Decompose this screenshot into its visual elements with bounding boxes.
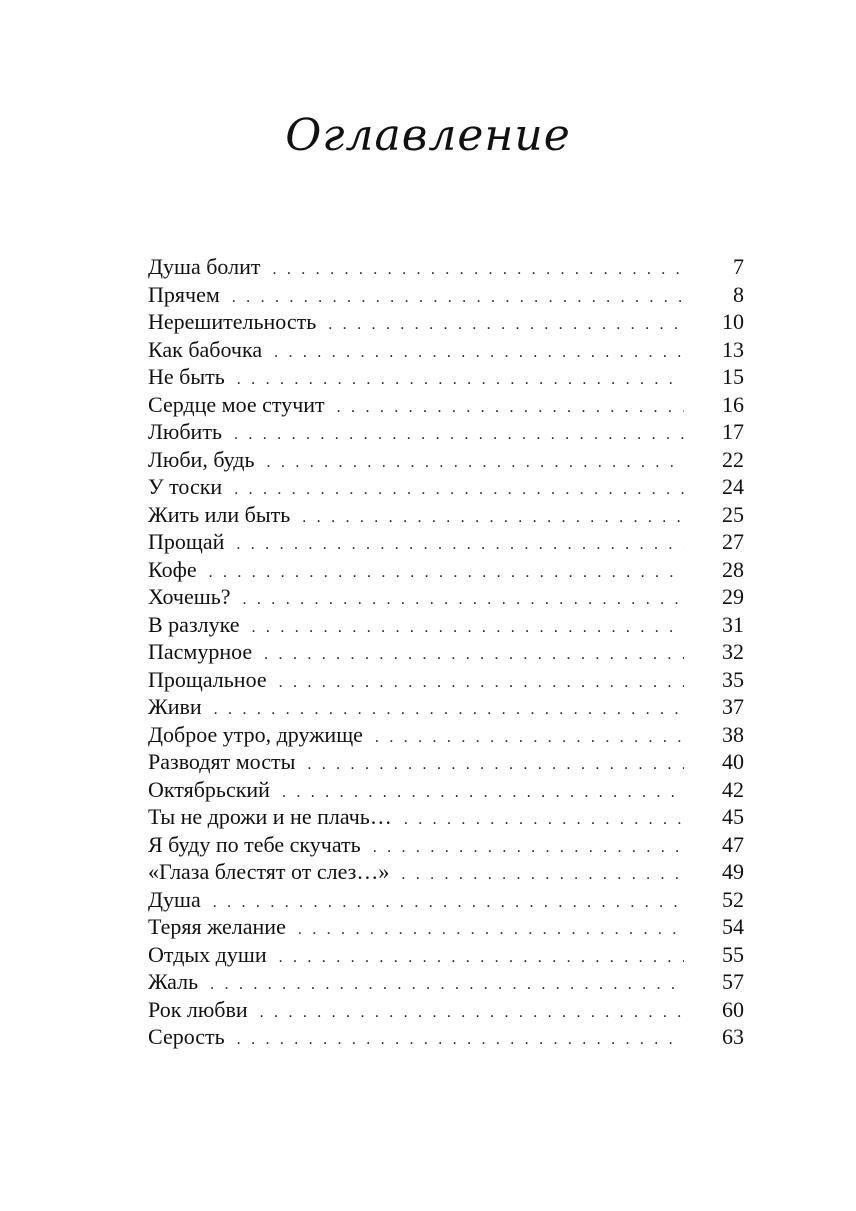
toc-entry[interactable] <box>148 281 744 309</box>
toc-entry-page-number: 38 <box>722 721 744 747</box>
toc-entry[interactable] <box>148 528 744 556</box>
dot-leader <box>214 696 684 724</box>
toc-entry[interactable] <box>148 776 744 804</box>
toc-entry-title: Отдых души <box>148 941 267 967</box>
toc-entry[interactable] <box>148 996 744 1024</box>
dot-leader <box>373 834 684 862</box>
toc-entry-title: Пасмурное <box>148 639 253 664</box>
toc-entry[interactable] <box>148 941 744 969</box>
page-title: Оглавление <box>285 110 571 161</box>
dot-leader <box>252 614 684 642</box>
toc-entry[interactable] <box>148 666 744 694</box>
toc-entry-page-number: 10 <box>722 309 744 334</box>
toc-entry-title: Прощай <box>148 529 225 554</box>
toc-entry[interactable] <box>148 1023 744 1051</box>
toc-entry-title: Кофе <box>148 556 197 582</box>
toc-entry-page-number: 24 <box>722 474 744 499</box>
dot-leader <box>401 861 684 889</box>
toc-entry-title: Я буду по тебе скучать <box>148 831 361 857</box>
toc-entry[interactable] <box>148 831 744 859</box>
toc-entry-page-number: 15 <box>722 364 744 389</box>
toc-entry-page-number: 22 <box>722 446 744 472</box>
toc-entry[interactable] <box>148 583 744 611</box>
toc-entry[interactable] <box>148 253 744 281</box>
toc-entry-page-number: 37 <box>722 694 744 719</box>
toc-entry-title: Хочешь? <box>148 584 231 609</box>
toc-entry-page-number: 17 <box>722 419 744 444</box>
toc-entry[interactable] <box>148 611 744 639</box>
toc-entry-page-number: 40 <box>722 749 744 774</box>
toc-entry-title: Не быть <box>148 364 225 389</box>
toc-entry-title: Как бабочка <box>148 336 263 362</box>
toc-entry-page-number: 54 <box>722 914 744 939</box>
dot-leader <box>267 449 684 477</box>
toc-entry[interactable] <box>148 418 744 446</box>
toc-entry-page-number: 60 <box>722 996 744 1022</box>
toc-entry[interactable] <box>148 721 744 749</box>
toc-entry[interactable] <box>148 391 744 419</box>
toc-entry[interactable] <box>148 858 744 886</box>
toc-entry-title: Серость <box>148 1024 225 1049</box>
dot-leader <box>210 971 684 999</box>
toc-entry[interactable] <box>148 556 744 584</box>
toc-entry[interactable] <box>148 803 744 831</box>
toc-entry-title: Ты не дрожи и не плачь… <box>148 804 392 829</box>
toc-entry-page-number: 13 <box>722 336 744 362</box>
dot-leader <box>260 999 684 1027</box>
toc-entry-title: Теряя желание <box>148 914 286 939</box>
toc-entry-page-number: 47 <box>722 831 744 857</box>
toc-entry-page-number: 32 <box>722 639 744 664</box>
toc-entry[interactable] <box>148 363 744 391</box>
toc-entry[interactable] <box>148 308 744 336</box>
dot-leader <box>307 751 684 779</box>
toc-entry[interactable] <box>148 886 744 914</box>
toc-entry-page-number: 27 <box>722 529 744 554</box>
dot-leader <box>234 421 684 449</box>
toc-entry-page-number: 55 <box>722 941 744 967</box>
toc-entry-title: Прячем <box>148 281 220 307</box>
dot-leader <box>237 1026 684 1054</box>
toc-entry[interactable] <box>148 638 744 666</box>
toc-entry-title: Душа <box>148 886 201 912</box>
dot-leader <box>302 504 684 532</box>
toc-entry[interactable] <box>148 968 744 996</box>
toc-entry[interactable] <box>148 913 744 941</box>
toc-entry-page-number: 29 <box>722 584 744 609</box>
toc-entry-page-number: 57 <box>722 969 744 994</box>
toc-entry-page-number: 63 <box>722 1024 744 1049</box>
dot-leader <box>337 394 684 422</box>
toc-entry-title: Сердце мое стучит <box>148 391 325 417</box>
toc-entry-title: Живи <box>148 694 202 719</box>
toc-entry-page-number: 42 <box>722 776 744 802</box>
toc-entry-page-number: 52 <box>722 886 744 912</box>
dot-leader <box>234 476 684 504</box>
dot-leader <box>282 779 684 807</box>
toc-entry-page-number: 31 <box>722 611 744 637</box>
dot-leader <box>279 944 684 972</box>
toc-entry-title: Жаль <box>148 969 199 994</box>
toc-entry-page-number: 25 <box>722 501 744 527</box>
dot-leader <box>209 559 684 587</box>
dot-leader <box>328 311 684 339</box>
toc-entry-title: «Глаза блестят от слез…» <box>148 859 390 884</box>
dot-leader <box>232 284 684 312</box>
toc-entry-page-number: 45 <box>722 804 744 829</box>
toc-entry-page-number: 49 <box>722 859 744 884</box>
dot-leader <box>298 916 684 944</box>
toc-entry[interactable] <box>148 446 744 474</box>
dot-leader <box>375 724 684 752</box>
toc-entry[interactable] <box>148 748 744 776</box>
toc-entry-title: Доброе утро, дружище <box>148 721 363 747</box>
toc-entry-title: Октябрьский <box>148 776 270 802</box>
dot-leader <box>237 366 684 394</box>
toc-entry-page-number: 16 <box>722 391 744 417</box>
toc-entry-title: В разлуке <box>148 611 240 637</box>
toc-entry[interactable] <box>148 336 744 364</box>
dot-leader <box>272 256 684 284</box>
dot-leader <box>274 339 684 367</box>
toc-entry-title: Прощальное <box>148 666 267 692</box>
toc-entry-page-number: 28 <box>722 556 744 582</box>
toc-entry[interactable] <box>148 501 744 529</box>
dot-leader <box>243 586 685 614</box>
toc-entry[interactable] <box>148 473 744 501</box>
toc-entry-title: Жить или быть <box>148 501 291 527</box>
dot-leader <box>213 889 684 917</box>
toc-entry-title: Рок любви <box>148 996 248 1022</box>
dot-leader <box>404 806 684 834</box>
table-of-contents <box>148 253 744 1051</box>
toc-entry-page-number: 8 <box>733 281 744 307</box>
toc-entry-page-number: 7 <box>733 254 744 279</box>
toc-entry-title: У тоски <box>148 474 223 499</box>
toc-entry-title: Душа болит <box>148 254 261 279</box>
toc-entry-title: Любить <box>148 419 222 444</box>
dot-leader <box>279 669 684 697</box>
toc-entry-title: Люби, будь <box>148 446 255 472</box>
toc-entry-title: Нерешительность <box>148 309 317 334</box>
dot-leader <box>236 531 684 559</box>
toc-entry-page-number: 35 <box>722 666 744 692</box>
toc-entry[interactable] <box>148 693 744 721</box>
toc-entry-title: Разводят мосты <box>148 749 296 774</box>
dot-leader <box>264 641 684 669</box>
